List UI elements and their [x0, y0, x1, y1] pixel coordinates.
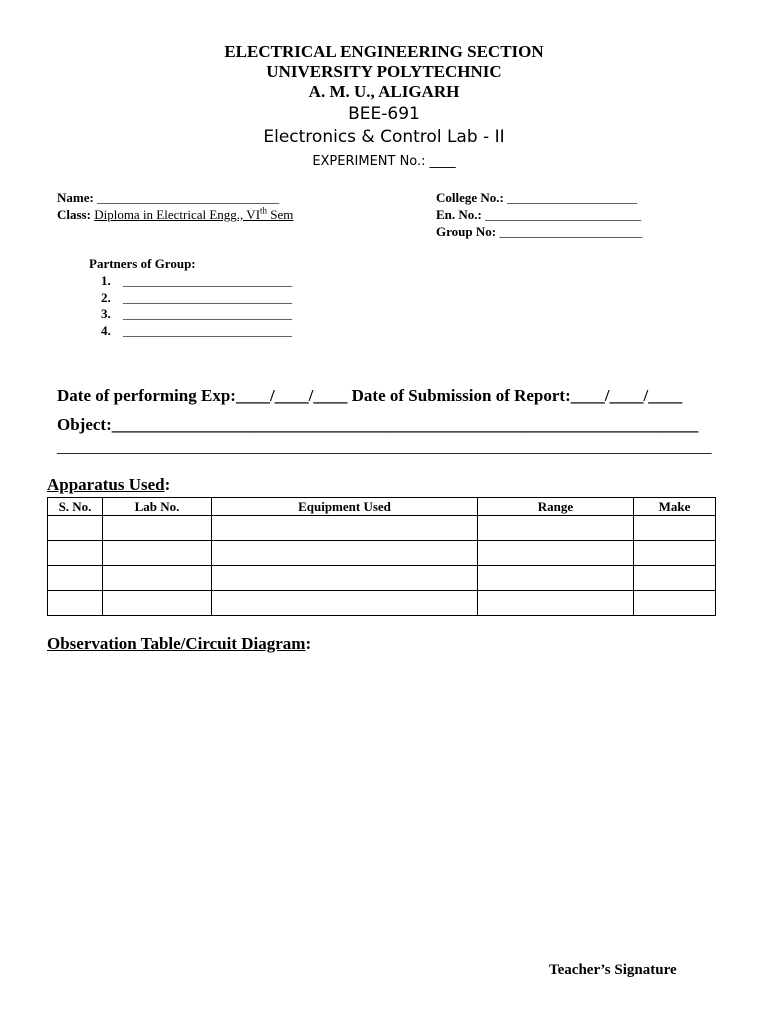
- group-row: [436, 224, 642, 240]
- enno-label: En. No.:: [436, 207, 482, 222]
- table-cell[interactable]: [103, 566, 212, 591]
- apparatus-heading: Apparatus Used:: [47, 475, 171, 494]
- course-name: Electronics & Control Lab - II: [263, 127, 505, 147]
- class-value: Diploma in Electrical Engg., VIth Sem: [94, 205, 294, 222]
- table-row: [48, 541, 716, 566]
- apparatus-table: [47, 497, 716, 616]
- partner-number: 2.: [101, 290, 111, 305]
- table-cell[interactable]: [634, 516, 716, 541]
- table-cell[interactable]: [48, 516, 103, 541]
- partner-item: [101, 323, 292, 339]
- header-lab-no: Lab No.: [103, 498, 212, 516]
- table-cell[interactable]: [478, 541, 634, 566]
- partner-item: [101, 306, 292, 322]
- class-label: Class:: [57, 207, 91, 222]
- object-blank: _____________________________________________________________________: [111, 415, 699, 434]
- name-row: [57, 190, 279, 206]
- table-cell[interactable]: [212, 591, 478, 616]
- object-row: [57, 415, 698, 435]
- header-make: Make: [634, 498, 716, 516]
- header-sno: S. No.: [48, 498, 103, 516]
- course-code: BEE-691: [348, 104, 420, 124]
- university-title: A. M. U., ALIGARH: [308, 82, 460, 101]
- table-cell[interactable]: [634, 566, 716, 591]
- observation-heading: Observation Table/Circuit Diagram:: [47, 634, 312, 653]
- partner-number: 3.: [101, 306, 111, 321]
- header-range: Range: [478, 498, 634, 516]
- partner-item: [101, 290, 292, 306]
- partners-title: Partners of Group:: [89, 256, 196, 271]
- table-cell[interactable]: [103, 516, 212, 541]
- apparatus-title: Apparatus Used: [47, 475, 165, 494]
- partner-blank: __________________________: [123, 323, 292, 338]
- table-cell[interactable]: [634, 541, 716, 566]
- partner-blank: __________________________: [123, 306, 292, 321]
- table-row: [48, 566, 716, 591]
- college-label: College No.:: [436, 190, 504, 205]
- object-blank-line: _____________________________________________________________________________: [57, 437, 712, 456]
- experiment-number: EXPERIMENT No.: ____: [312, 154, 456, 169]
- table-cell[interactable]: [212, 566, 478, 591]
- table-row: [48, 591, 716, 616]
- partner-blank: __________________________: [123, 290, 292, 305]
- class-row: [57, 207, 293, 223]
- header-equipment: Equipment Used: [212, 498, 478, 516]
- partner-number: 1.: [101, 273, 111, 288]
- partner-item: [101, 273, 292, 289]
- table-cell[interactable]: [478, 591, 634, 616]
- name-blank: ____________________________: [97, 190, 280, 205]
- observation-title: Observation Table/Circuit Diagram: [47, 634, 306, 653]
- table-cell[interactable]: [212, 516, 478, 541]
- dates-line: Date of performing Exp:____/____/____ Date of Submission of Report:____/____/____: [57, 386, 683, 405]
- table-cell[interactable]: [478, 516, 634, 541]
- table-cell[interactable]: [103, 541, 212, 566]
- college-blank: ____________________: [507, 190, 638, 205]
- table-row: [48, 516, 716, 541]
- partner-number: 4.: [101, 323, 111, 338]
- college-row: [436, 190, 637, 206]
- table-cell[interactable]: [634, 591, 716, 616]
- table-header-row: [48, 498, 716, 516]
- enno-row: [436, 207, 641, 223]
- table-cell[interactable]: [103, 591, 212, 616]
- group-blank: ______________________: [499, 224, 643, 239]
- name-label: Name:: [57, 190, 94, 205]
- section-title: ELECTRICAL ENGINEERING SECTION: [224, 42, 544, 61]
- table-cell[interactable]: [478, 566, 634, 591]
- table-cell[interactable]: [48, 591, 103, 616]
- enno-blank: ________________________: [485, 207, 642, 222]
- group-label: Group No:: [436, 224, 497, 239]
- table-cell[interactable]: [48, 566, 103, 591]
- table-cell[interactable]: [48, 541, 103, 566]
- table-cell[interactable]: [212, 541, 478, 566]
- partner-blank: __________________________: [123, 273, 292, 288]
- institution-title: UNIVERSITY POLYTECHNIC: [266, 62, 502, 81]
- object-label: Object:: [57, 415, 112, 434]
- teacher-signature: Teacher’s Signature: [549, 962, 677, 978]
